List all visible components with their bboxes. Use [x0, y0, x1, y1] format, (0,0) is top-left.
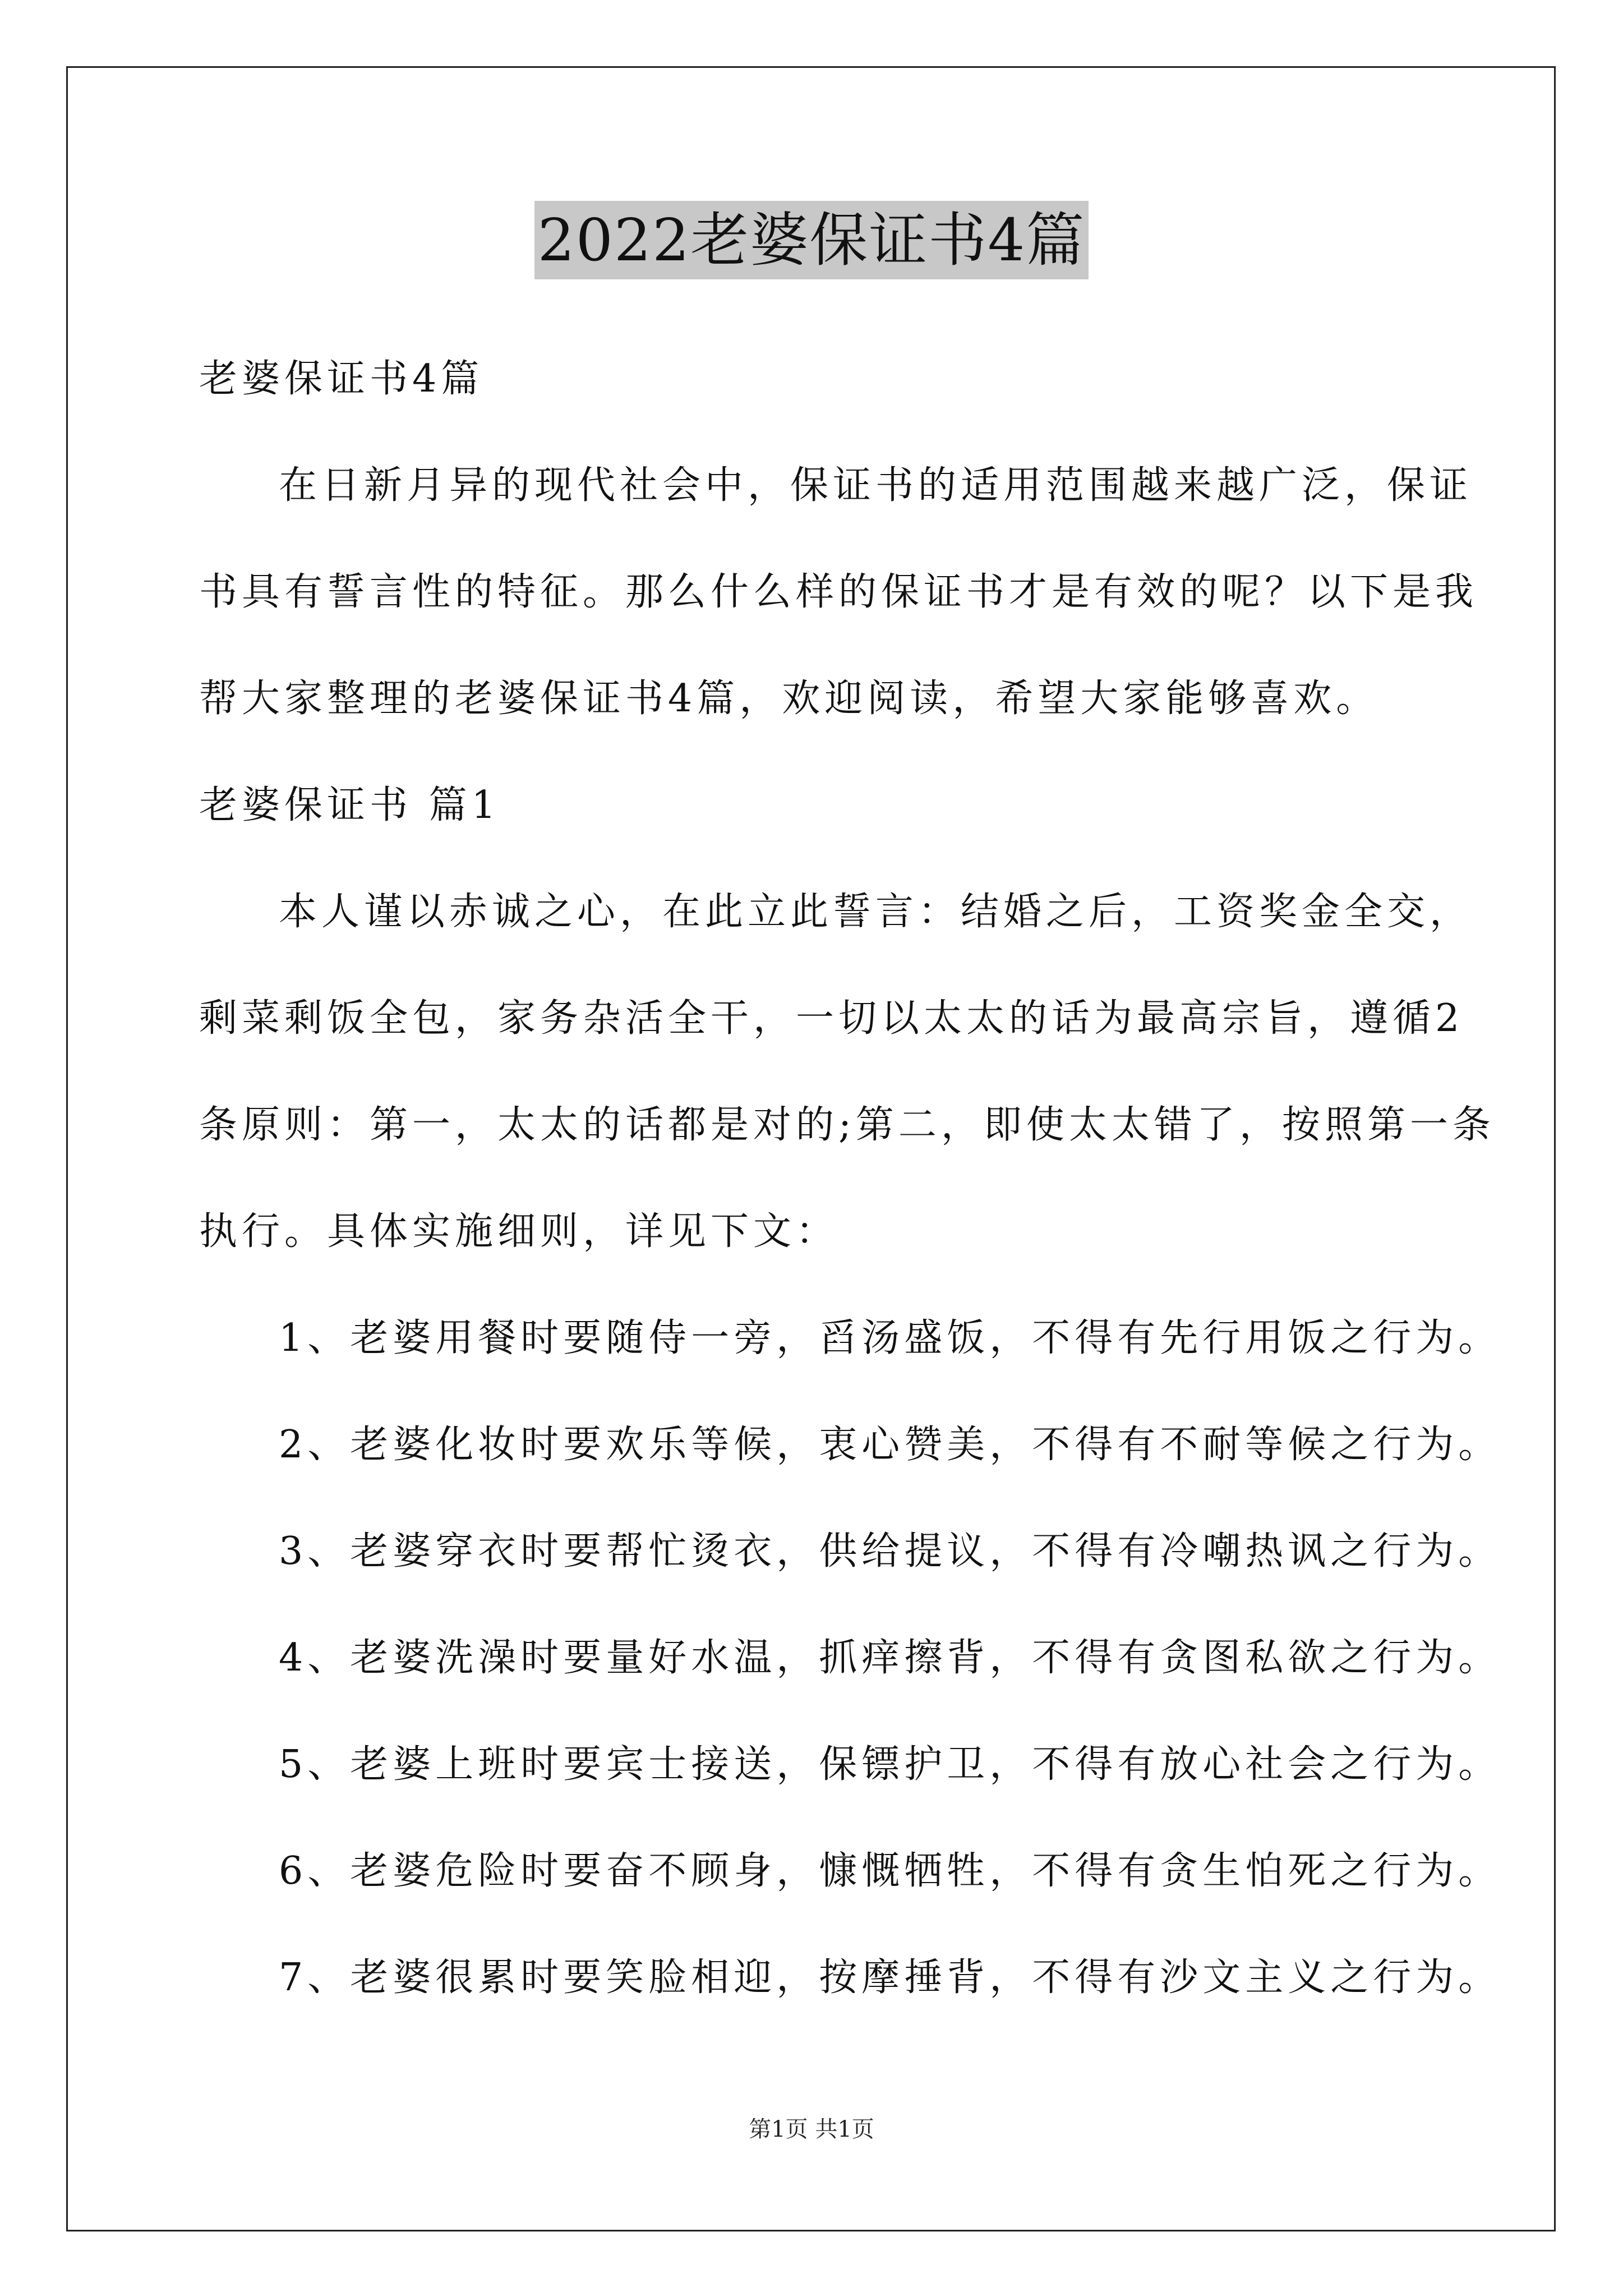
rule-item-7: 7、老婆很累时要笑脸相迎，按摩捶背，不得有沙文主义之行为。 [279, 1955, 1501, 2000]
document-title: 2022老婆保证书4篇 [534, 201, 1089, 279]
intro-line-2: 书具有誓言性的特征。那么什么样的保证书才是有效的呢？以下是我 [199, 570, 1478, 614]
section-heading: 老婆保证书 篇1 [199, 783, 500, 827]
rule-item-2: 2、老婆化妆时要欢乐等候，衷心赞美，不得有不耐等候之行为。 [279, 1423, 1501, 1467]
rule-item-1: 1、老婆用餐时要随侍一旁，舀汤盛饭，不得有先行用饭之行为。 [279, 1316, 1501, 1360]
body-line-4: 执行。具体实施细则，详见下文： [199, 1209, 839, 1254]
page-footer: 第1页 共1页 [749, 2116, 874, 2142]
body-line-2: 剩菜剩饭全包，家务杂活全干，一切以太太的话为最高宗旨，遵循2 [199, 996, 1464, 1041]
rule-item-3: 3、老婆穿衣时要帮忙烫衣，供给提议，不得有冷嘲热讽之行为。 [279, 1529, 1501, 1573]
intro-line-3: 帮大家整理的老婆保证书4篇，欢迎阅读，希望大家能够喜欢。 [199, 677, 1379, 721]
rule-item-6: 6、老婆危险时要奋不顾身，慷慨牺牲，不得有贪生怕死之行为。 [279, 1849, 1501, 1893]
title-container [0, 201, 1623, 279]
rule-item-5: 5、老婆上班时要宾士接送，保镖护卫，不得有放心社会之行为。 [279, 1742, 1501, 1787]
body-line-1: 本人谨以赤诚之心，在此立此誓言：结婚之后，工资奖金全交， [279, 890, 1473, 934]
body-line-3: 条原则：第一，太太的话都是对的;第二，即使太太错了，按照第一条 [199, 1103, 1495, 1147]
rule-item-4: 4、老婆洗澡时要量好水温，抓痒擦背，不得有贪图私欲之行为。 [279, 1636, 1501, 1680]
intro-line-1: 在日新月异的现代社会中，保证书的适用范围越来越广泛，保证 [279, 463, 1473, 508]
subtitle: 老婆保证书4篇 [199, 357, 484, 401]
